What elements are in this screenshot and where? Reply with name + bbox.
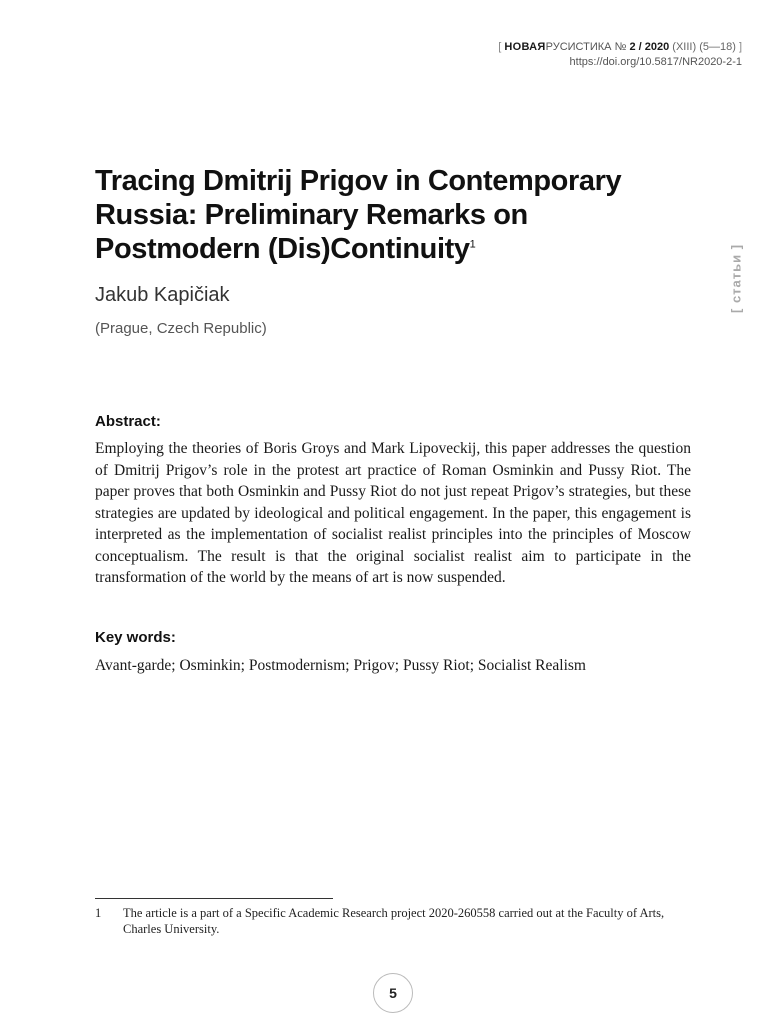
article-title-text: Tracing Dmitrij Prigov in Contemporary Russia: Preliminary Remarks on Postmodern (Dis)Continuity — [95, 165, 622, 265]
number-sign: № — [614, 41, 627, 53]
journal-name-bold: НОВАЯ — [504, 41, 546, 53]
running-header — [498, 40, 742, 70]
footnote-text: The article is a part of a Specific Academic Research project 2020-260558 carried out at the Faculty of Arts, Charles University. — [123, 906, 665, 936]
volume: (XIII) — [672, 41, 697, 53]
journal-line — [498, 40, 742, 55]
author-name: Jakub Kapičiak — [95, 284, 230, 306]
abstract-heading: Abstract: — [95, 413, 161, 430]
bracket-close: ] — [738, 41, 742, 53]
author-affiliation: (Prague, Czech Republic) — [95, 320, 267, 337]
page-number: 5 — [373, 973, 413, 1013]
journal-name-rest: РУСИСТИКА — [545, 41, 612, 53]
article-title — [95, 164, 675, 266]
issue-number: 2 / 2020 — [629, 41, 670, 53]
footnote-divider — [95, 898, 333, 899]
keywords-heading: Key words: — [95, 629, 176, 646]
doi-link[interactable]: https://doi.org/10.5817/NR2020-2-1 — [569, 56, 742, 68]
footnote — [95, 905, 691, 937]
keywords-text: Avant-garde; Osminkin; Postmodernism; Prigov; Pussy Riot; Socialist Realism — [95, 657, 586, 674]
title-footnote-mark[interactable]: 1 — [469, 238, 476, 251]
section-side-label: [ статьи ] — [728, 243, 744, 313]
abstract-text: Employing the theories of Boris Groys and Mark Lipoveckij, this paper addresses the question of Dmitrij Prigov’s role in the protest art practice of Roman Osminkin and Pussy Riot. The paper proves that both Osminkin and Pussy Riot do not just repeat Prigov’s strategies, but these strategies are updated by ideological and political engagement. In the paper, this engagement is interpreted as the implementation of socialist realist principles into the principles of Moscow conceptualism. The result is that the original socialist realist aim to participate in the transformation of the world by the means of art is now suspended. — [95, 440, 691, 586]
bracket-open: [ — [498, 41, 502, 53]
page-range: (5—18) — [699, 41, 736, 53]
footnote-number: 1 — [95, 906, 102, 920]
